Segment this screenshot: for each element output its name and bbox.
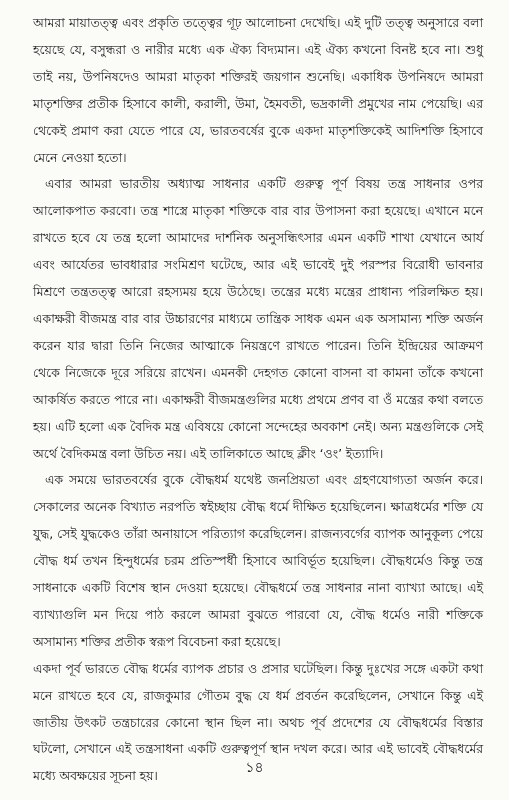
page-number: ১৪ xyxy=(245,760,264,776)
paragraph-2: এবার আমরা ভারতীয় অধ্যাত্ম সাধনার একটি গুরুত্ব পূর্ণ বিষয় তন্ত্র সাধনার ওপর আলোকপাত করবো। তন্ত্র শাস্ত্রে মাতৃকা শক্তিকে বার বার উপাসনা করা হয়েছে। এখানে মনে রাখতে হবে যে তন্ত্র হলো আমাদের দার্শনিক অনুসন্ধিৎসার এমন একটি শাখা যেখানে আর্য এবং আর্যেতর ভাবধারার সংমিশ্রণ ঘটেছে, আর এই ভাবেই দুই পরস্পর বিরোধী ভাবনার মিশ্রণে তন্ত্রতত্ত্ব আরো রহস্যময় হয়ে উঠেছে। তন্ত্রের মধ্যে মন্ত্রের প্রাধান্য পরিলক্ষিত হয়। একাক্ষরী বীজমন্ত্র বার বার উচ্চারণের মাধ্যমে তান্ত্রিক সাধক এমন এক অসামান্য শক্তি অর্জন করেন যার দ্বারা তিনি নিজের আত্মাকে নিয়ন্ত্রণে রাখতে পারেন। তিনি ইন্দ্রিয়ের আক্রমণ থেকে নিজেকে দূরে সরিয়ে রাখেন। এমনকী দেহগত কোনো বাসনা বা কামনা তাঁকে কখনো আকর্ষিত করতে পারে না। একাক্ষরী বীজমন্ত্রগুলির মধ্যে প্রথমে প্রণব বা ওঁ মন্ত্রের কথা বলতে হয়। এটি হলো এক বৈদিক মন্ত্র এবিষয়ে কোনো সন্দেহের অবকাশ নেই। অন্য মন্ত্রগুলিকে সেই অর্থে বৈদিকমন্ত্র বলা উচিত নয়। এই তালিকাতে আছে ক্লীং ‘ওং’ ইত্যাদি। xyxy=(33,176,483,461)
paragraph-1: আমরা মায়াতত্ত্ব এবং প্রকৃতি তত্ত্বের গূঢ় আলোচনা দেখেছি। এই দুটি তত্ত্ব অনুসারে বলা হয়েছে যে, বসুন্ধরা ও নারীর মধ্যে এক ঐক্য বিদ্যমান। এই ঐক্য কখনো বিনষ্ট হবে না। শুধু তাই নয়, উপনিষদেও আমরা মাতৃকা শক্তিরই জয়গান শুনেছি। একাধিক উপনিষদে আমরা মাতৃশক্তির প্রতীক হিসাবে কালী, করালী, উমা, হৈমবতী, ভদ্রকালী প্রমুখের নাম পেয়েছি। এর থেকেই প্রমাণ করা যেতে পারে যে, ভারতবর্ষের বুকে একদা মাতৃশক্তিকেই আদিশক্তি হিসাবে মেনে নেওয়া হতো। xyxy=(33,15,483,165)
paragraph-3: এক সময়ে ভারতবর্ষের বুকে বৌদ্ধধর্ম যথেষ্ট জনপ্রিয়তা এবং গ্রহণযোগ্যতা অর্জন করে। সেকালের অনেক বিখ্যাত নরপতি স্বইচ্ছায় বৌদ্ধ ধর্মে দীক্ষিত হয়েছিলেন। ক্ষাত্রধর্মের শক্তি যে যুদ্ধ, সেই যুদ্ধকেও তাঁরা অনায়াসে পরিত্যাগ করেছিলেন। রাজন্যবর্গের ব্যাপক আনুকূল্য পেয়ে বৌদ্ধ ধর্ম তখন হিন্দুধর্মের চরম প্রতিস্পর্ধী হিসাবে আবির্ভূত হয়েছিল। বৌদ্ধধর্মেও কিন্তু তন্ত্র সাধনাকে একটি বিশেষ স্থান দেওয়া হয়েছে। বৌদ্ধধর্মে তন্ত্র সাধনার নানা ব্যাখ্যা আছে। এই ব্যাখ্যাগুলি মন দিয়ে পাঠ করলে আমরা বুঝতে পারবো যে, বৌদ্ধ ধর্মেও নারী শক্তিকে অসামান্য শক্তির প্রতীক স্বরূপ বিবেচনা করা হয়েছে। xyxy=(33,472,483,649)
paragraph-4: একদা পূর্ব ভারতে বৌদ্ধ ধর্মের ব্যাপক প্রচার ও প্রসার ঘটেছিল। কিন্তু দুঃখের সঙ্গে একটা কথা মনে রাখতে হবে যে, রাজকুমার গৌতম বুদ্ধ যে ধর্ম প্রবর্তন করেছিলেন, সেখানে কিন্তু এই জাতীয় উৎকট তন্ত্রচারের কোনো স্থান ছিল না। অথচ পূর্ব প্রদেশের যে বৌদ্ধধর্মের বিস্তার ঘটলো, সেখানে এই তন্ত্রসাধনা একটি গুরুত্বপূর্ণ স্থান দখল করে। আর এই ভাবেই বৌদ্ধধর্মের মধ্যে অবক্ষয়ের সূচনা হয়। xyxy=(33,660,483,784)
body-text xyxy=(33,10,483,790)
